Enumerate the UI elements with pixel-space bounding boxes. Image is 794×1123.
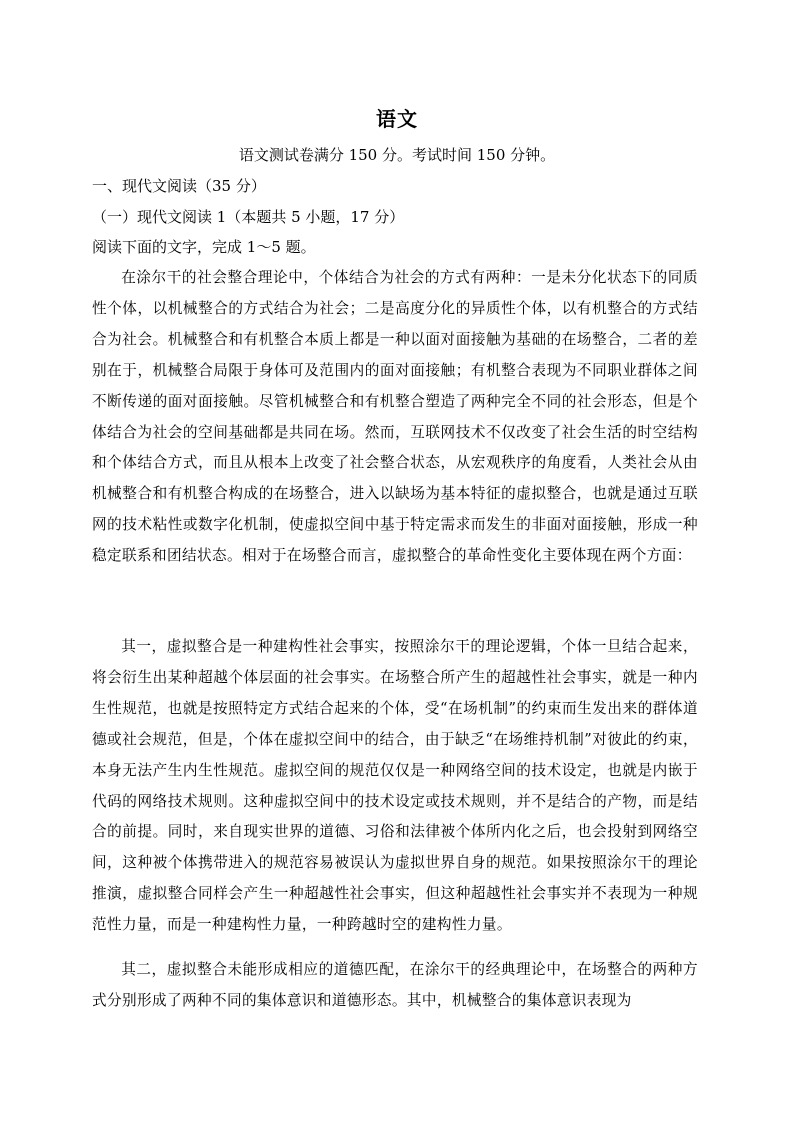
passage-paragraph-1: 在涂尔干的社会整合理论中，个体结合为社会的方式有两种：一是未分化状态下的同质性个体，以机械整合的方式结合为社会；二是高度分化的异质性个体，以有机整合的方式结合为社会。机械整合和有机整合本质上都是一种以面对面接触为基础的在场整合，二者的差别在于，机械整合局限于身体可及范围内的面对面接触；有机整合表现为不同职业群体之间不断传递的面对面接触。尽管机械整合和有机整合塑造了两种完全不同的社会形态，但是个体结合为社会的空间基础都是共同在场。然而，互联网技术不仅改变了社会生活的时空结构和个体结合方式，而且从根本上改变了社会整合状态，从宏观秩序的角度看，人类社会从由机械整合和有机整合构成的在场整合，进入以缺场为基本特征的虚拟整合，也就是通过互联网的技术粘性或数字化机制，使虚拟空间中基于特定需求而发生的非面对面接触，形成一种稳定联系和团结状态。相对于在场整合而言，虚拟整合的革命性变化主要体现在两个方面： [92,269,698,565]
reading-instruction: 阅读下面的文字，完成 1～5 题。 [92,238,316,256]
passage-paragraph-2: 其一，虚拟整合是一种建构性社会事实，按照涂尔干的理论逻辑，个体一旦结合起来，将会衍生出某种超越个体层面的社会事实。在场整合所产生的超越性社会事实，就是一种内生性规范，也就是按照特定方式结合起来的个体，受“在场机制”的约束而生发出来的群体道德或社会规范，但是，个体在虚拟空间中的结合，由于缺乏“在场维持机制”对彼此的约束，本身无法产生内生性规范。虚拟空间的规范仅仅是一种网络空间的技术设定，也就是内嵌于代码的网络技术规则。这种虚拟空间中的技术设定或技术规则，并不是结合的产物，而是结合的前提。同时，来自现实世界的道德、习俗和法律被个体所内化之后，也会投射到网络空间，这种被个体携带进入的规范容易被误认为虚拟世界自身的规范。如果按照涂尔干的理论推演，虚拟整合同样会产生一种超越性社会事实，但这种超越性社会事实并不表现为一种规范性力量，而是一种建构性力量，一种跨越时空的建构性力量。 [92,638,698,934]
passage-paragraph-3: 其二，虚拟整合未能形成相应的道德匹配，在涂尔干的经典理论中，在场整合的两种方式分别形成了两种不同的集体意识和道德形态。其中，机械整合的集体意识表现为 [92,961,698,1009]
page-title: 语文 [376,107,418,131]
exam-info: 语文测试卷满分 150 分。考试时间 150 分钟。 [238,146,556,164]
section-heading: 一、现代文阅读（35 分） [92,177,266,195]
section-subheading: （一）现代文阅读 1（本题共 5 小题，17 分） [92,208,405,226]
